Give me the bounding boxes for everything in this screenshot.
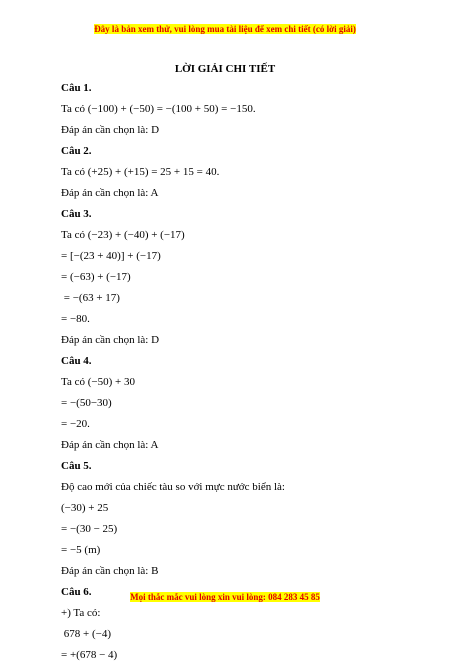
solution-line: 678 + (−4) <box>61 628 111 640</box>
solution-line: = −(30 − 25) <box>61 523 118 535</box>
solution-line: = −(50−30) <box>61 397 112 409</box>
solution-line: Đáp án cần chọn là: A <box>61 187 159 199</box>
solution-line: Đáp án cần chọn là: B <box>61 565 159 577</box>
solution-line: = −5 (m) <box>61 544 101 556</box>
solution-line: = [−(23 + 40)] + (−17) <box>61 250 161 262</box>
solution-line: = +(678 − 4) <box>61 649 118 661</box>
solution-line: Đáp án cần chọn là: D <box>61 124 160 136</box>
solution-line: = −80. <box>61 313 90 325</box>
page-title: LỜI GIẢI CHI TIẾT <box>174 63 276 75</box>
question-heading: Câu 3. <box>61 208 92 220</box>
question-heading: Câu 2. <box>61 145 92 157</box>
solution-line: Ta có (+25) + (+15) = 25 + 15 = 40. <box>61 166 220 178</box>
solution-line: (−30) + 25 <box>61 502 109 514</box>
solution-line: = (−63) + (−17) <box>61 271 131 283</box>
question-heading: Câu 5. <box>61 460 92 472</box>
contact-banner-text: Mọi thắc mắc vui lòng xin vui lòng: 084 283 45 85 <box>130 592 320 602</box>
question-heading: Câu 4. <box>61 355 92 367</box>
question-heading: Câu 6. <box>61 586 92 598</box>
solution-content <box>61 81 421 669</box>
solution-line: Độ cao mới của chiếc tàu so với mực nước biển là: <box>61 481 285 493</box>
solution-line: Ta có (−50) + 30 <box>61 376 135 388</box>
solution-line: +) Ta có: <box>61 607 101 619</box>
solution-line: = −(63 + 17) <box>61 292 120 304</box>
solution-line: Ta có (−100) + (−50) = −(100 + 50) = −150. <box>61 103 256 115</box>
preview-banner <box>0 23 450 35</box>
contact-banner <box>0 591 450 603</box>
question-heading: Câu 1. <box>61 82 92 94</box>
solution-line: = −20. <box>61 418 90 430</box>
solution-line: Đáp án cần chọn là: D <box>61 334 160 346</box>
preview-banner-text: Đây là bản xem thử, vui lòng mua tài liệu để xem chi tiết (có lời giải) <box>94 24 356 34</box>
solution-line: Ta có (−23) + (−40) + (−17) <box>61 229 185 241</box>
solution-line: Đáp án cần chọn là: A <box>61 439 159 451</box>
